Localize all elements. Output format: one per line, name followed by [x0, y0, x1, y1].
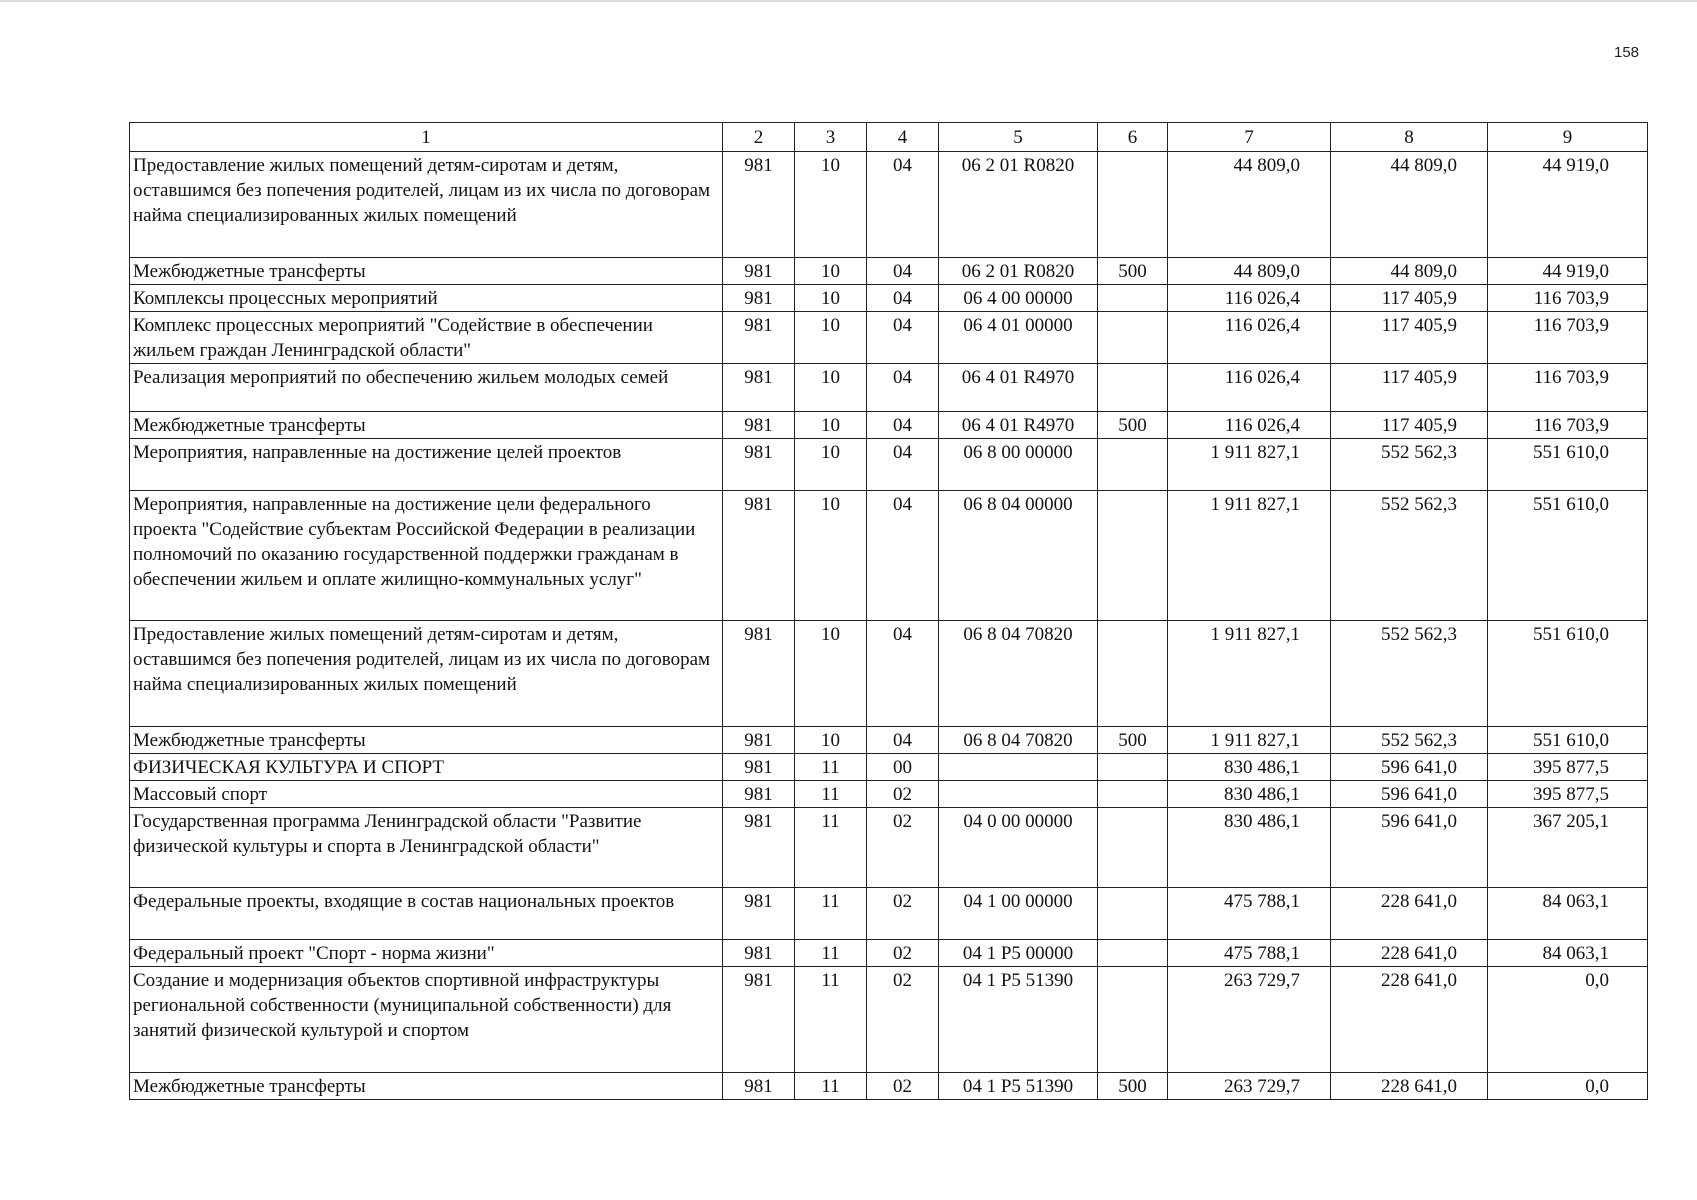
row-name-cell: ФИЗИЧЕСКАЯ КУЛЬТУРА И СПОРТ [130, 754, 723, 781]
col5-cell [939, 781, 1098, 808]
column-header: 1 [130, 123, 723, 152]
col9-cell: 395 877,5 [1488, 754, 1648, 781]
column-header: 4 [867, 123, 939, 152]
row-name-cell: Создание и модернизация объектов спортивной инфраструктуры региональной собственности (муниципальной собственности) для занятий физической культурой и спортом [130, 967, 723, 1073]
col5-cell: 06 8 00 00000 [939, 439, 1098, 491]
col5-cell: 06 2 01 R0820 [939, 258, 1098, 285]
col4-cell: 04 [867, 491, 939, 621]
col3-cell: 11 [795, 781, 867, 808]
col9-cell: 84 063,1 [1488, 888, 1648, 940]
col7-cell: 263 729,7 [1168, 1073, 1331, 1100]
col4-cell: 04 [867, 621, 939, 727]
col7-cell: 1 911 827,1 [1168, 621, 1331, 727]
col3-cell: 11 [795, 940, 867, 967]
col2-cell: 981 [723, 727, 795, 754]
col6-cell [1098, 439, 1168, 491]
col6-cell [1098, 621, 1168, 727]
table-row [130, 412, 1648, 439]
col5-cell: 06 8 04 70820 [939, 727, 1098, 754]
col2-cell: 981 [723, 364, 795, 412]
column-header: 3 [795, 123, 867, 152]
col6-cell [1098, 285, 1168, 312]
col6-cell [1098, 312, 1168, 364]
column-header: 2 [723, 123, 795, 152]
col5-cell: 06 8 04 00000 [939, 491, 1098, 621]
col5-cell [939, 754, 1098, 781]
col6-cell: 500 [1098, 258, 1168, 285]
col3-cell: 10 [795, 152, 867, 258]
col2-cell: 981 [723, 491, 795, 621]
column-header: 8 [1331, 123, 1488, 152]
col9-cell: 116 703,9 [1488, 312, 1648, 364]
col9-cell: 84 063,1 [1488, 940, 1648, 967]
row-name-cell: Межбюджетные трансферты [130, 412, 723, 439]
table-row [130, 621, 1648, 727]
col9-cell: 551 610,0 [1488, 727, 1648, 754]
col6-cell [1098, 940, 1168, 967]
col6-cell [1098, 152, 1168, 258]
row-name-cell: Комплексы процессных мероприятий [130, 285, 723, 312]
col4-cell: 02 [867, 967, 939, 1073]
row-name-cell: Государственная программа Ленинградской области "Развитие физической культуры и спорта в Ленинградской области" [130, 808, 723, 888]
col8-cell: 228 641,0 [1331, 888, 1488, 940]
col4-cell: 04 [867, 258, 939, 285]
col6-cell [1098, 364, 1168, 412]
col7-cell: 1 911 827,1 [1168, 491, 1331, 621]
col4-cell: 04 [867, 439, 939, 491]
col8-cell: 117 405,9 [1331, 312, 1488, 364]
col8-cell: 228 641,0 [1331, 940, 1488, 967]
col2-cell: 981 [723, 808, 795, 888]
col4-cell: 02 [867, 940, 939, 967]
col9-cell: 44 919,0 [1488, 152, 1648, 258]
table-row [130, 491, 1648, 621]
col8-cell: 44 809,0 [1331, 258, 1488, 285]
table-row [130, 258, 1648, 285]
col3-cell: 10 [795, 312, 867, 364]
row-name-cell: Федеральные проекты, входящие в состав национальных проектов [130, 888, 723, 940]
table-header-row [130, 123, 1648, 152]
col4-cell: 04 [867, 285, 939, 312]
col8-cell: 117 405,9 [1331, 412, 1488, 439]
col5-cell: 04 1 P5 00000 [939, 940, 1098, 967]
col8-cell: 596 641,0 [1331, 808, 1488, 888]
table-row [130, 727, 1648, 754]
col2-cell: 981 [723, 258, 795, 285]
col6-cell [1098, 888, 1168, 940]
col8-cell: 117 405,9 [1331, 364, 1488, 412]
col7-cell: 116 026,4 [1168, 312, 1331, 364]
col5-cell: 04 1 00 00000 [939, 888, 1098, 940]
col9-cell: 116 703,9 [1488, 285, 1648, 312]
col3-cell: 10 [795, 412, 867, 439]
col8-cell: 552 562,3 [1331, 621, 1488, 727]
col4-cell: 04 [867, 312, 939, 364]
col5-cell: 04 1 P5 51390 [939, 967, 1098, 1073]
col3-cell: 10 [795, 439, 867, 491]
col4-cell: 02 [867, 781, 939, 808]
col7-cell: 44 809,0 [1168, 152, 1331, 258]
col9-cell: 44 919,0 [1488, 258, 1648, 285]
col8-cell: 552 562,3 [1331, 439, 1488, 491]
column-header: 6 [1098, 123, 1168, 152]
col6-cell [1098, 754, 1168, 781]
col3-cell: 10 [795, 364, 867, 412]
col4-cell: 00 [867, 754, 939, 781]
row-name-cell: Предоставление жилых помещений детям-сиротам и детям, оставшимся без попечения родителей, лицам из их числа по договорам найма специализированных жилых помещений [130, 152, 723, 258]
col6-cell: 500 [1098, 1073, 1168, 1100]
col6-cell: 500 [1098, 727, 1168, 754]
table-body [130, 152, 1648, 1100]
table-row [130, 808, 1648, 888]
table-row [130, 940, 1648, 967]
col7-cell: 116 026,4 [1168, 364, 1331, 412]
col9-cell: 116 703,9 [1488, 412, 1648, 439]
row-name-cell: Предоставление жилых помещений детям-сиротам и детям, оставшимся без попечения родителей, лицам из их числа по договорам найма специализированных жилых помещений [130, 621, 723, 727]
col7-cell: 263 729,7 [1168, 967, 1331, 1073]
col4-cell: 04 [867, 412, 939, 439]
column-header: 7 [1168, 123, 1331, 152]
col3-cell: 11 [795, 808, 867, 888]
col8-cell: 228 641,0 [1331, 1073, 1488, 1100]
col9-cell: 551 610,0 [1488, 491, 1648, 621]
table-row [130, 312, 1648, 364]
table-row [130, 781, 1648, 808]
col8-cell: 44 809,0 [1331, 152, 1488, 258]
row-name-cell: Комплекс процессных мероприятий "Содействие в обеспечении жильем граждан Ленинградской области" [130, 312, 723, 364]
col4-cell: 04 [867, 364, 939, 412]
col8-cell: 117 405,9 [1331, 285, 1488, 312]
col2-cell: 981 [723, 888, 795, 940]
col7-cell: 830 486,1 [1168, 754, 1331, 781]
col5-cell: 04 1 P5 51390 [939, 1073, 1098, 1100]
col6-cell [1098, 491, 1168, 621]
col3-cell: 10 [795, 727, 867, 754]
col8-cell: 552 562,3 [1331, 491, 1488, 621]
col3-cell: 10 [795, 258, 867, 285]
col7-cell: 1 911 827,1 [1168, 439, 1331, 491]
col4-cell: 02 [867, 1073, 939, 1100]
col9-cell: 0,0 [1488, 967, 1648, 1073]
col3-cell: 11 [795, 754, 867, 781]
col3-cell: 11 [795, 967, 867, 1073]
col8-cell: 596 641,0 [1331, 781, 1488, 808]
col2-cell: 981 [723, 781, 795, 808]
row-name-cell: Массовый спорт [130, 781, 723, 808]
budget-table [129, 122, 1648, 1100]
col7-cell: 475 788,1 [1168, 940, 1331, 967]
col2-cell: 981 [723, 1073, 795, 1100]
table-row [130, 285, 1648, 312]
row-name-cell: Межбюджетные трансферты [130, 727, 723, 754]
page-number: 158 [1614, 44, 1640, 61]
col3-cell: 11 [795, 1073, 867, 1100]
col5-cell: 04 0 00 00000 [939, 808, 1098, 888]
col8-cell: 228 641,0 [1331, 967, 1488, 1073]
col7-cell: 116 026,4 [1168, 412, 1331, 439]
table-row [130, 754, 1648, 781]
col2-cell: 981 [723, 940, 795, 967]
col7-cell: 1 911 827,1 [1168, 727, 1331, 754]
col2-cell: 981 [723, 621, 795, 727]
col9-cell: 367 205,1 [1488, 808, 1648, 888]
col2-cell: 981 [723, 439, 795, 491]
col2-cell: 981 [723, 312, 795, 364]
col6-cell [1098, 967, 1168, 1073]
col2-cell: 981 [723, 967, 795, 1073]
row-name-cell: Реализация мероприятий по обеспечению жильем молодых семей [130, 364, 723, 412]
col5-cell: 06 4 01 00000 [939, 312, 1098, 364]
col3-cell: 10 [795, 621, 867, 727]
col7-cell: 44 809,0 [1168, 258, 1331, 285]
col4-cell: 04 [867, 727, 939, 754]
col5-cell: 06 4 01 R4970 [939, 364, 1098, 412]
col5-cell: 06 4 01 R4970 [939, 412, 1098, 439]
table-row [130, 888, 1648, 940]
col3-cell: 10 [795, 491, 867, 621]
row-name-cell: Межбюджетные трансферты [130, 258, 723, 285]
table-row [130, 967, 1648, 1073]
row-name-cell: Межбюджетные трансферты [130, 1073, 723, 1100]
col9-cell: 551 610,0 [1488, 621, 1648, 727]
col9-cell: 0,0 [1488, 1073, 1648, 1100]
row-name-cell: Мероприятия, направленные на достижение целей проектов [130, 439, 723, 491]
col6-cell [1098, 781, 1168, 808]
table-row [130, 152, 1648, 258]
table-row [130, 364, 1648, 412]
table-row [130, 1073, 1648, 1100]
col2-cell: 981 [723, 754, 795, 781]
col7-cell: 830 486,1 [1168, 781, 1331, 808]
col4-cell: 02 [867, 888, 939, 940]
col6-cell: 500 [1098, 412, 1168, 439]
table-row [130, 439, 1648, 491]
col4-cell: 04 [867, 152, 939, 258]
col2-cell: 981 [723, 412, 795, 439]
col7-cell: 475 788,1 [1168, 888, 1331, 940]
col5-cell: 06 8 04 70820 [939, 621, 1098, 727]
col5-cell: 06 4 00 00000 [939, 285, 1098, 312]
col9-cell: 551 610,0 [1488, 439, 1648, 491]
col8-cell: 596 641,0 [1331, 754, 1488, 781]
scan-edge-line [0, 0, 1697, 2]
col9-cell: 116 703,9 [1488, 364, 1648, 412]
col2-cell: 981 [723, 285, 795, 312]
col5-cell: 06 2 01 R0820 [939, 152, 1098, 258]
col4-cell: 02 [867, 808, 939, 888]
col3-cell: 11 [795, 888, 867, 940]
col7-cell: 116 026,4 [1168, 285, 1331, 312]
col2-cell: 981 [723, 152, 795, 258]
col6-cell [1098, 808, 1168, 888]
row-name-cell: Мероприятия, направленные на достижение цели федерального проекта "Содействие субъектам Российской Федерации в реализации полномочий по оказанию государственной поддержки гражданам в обеспечении жильем и оплате жилищно-коммунальных услуг" [130, 491, 723, 621]
row-name-cell: Федеральный проект "Спорт - норма жизни" [130, 940, 723, 967]
col3-cell: 10 [795, 285, 867, 312]
col9-cell: 395 877,5 [1488, 781, 1648, 808]
column-header: 9 [1488, 123, 1648, 152]
col8-cell: 552 562,3 [1331, 727, 1488, 754]
column-header: 5 [939, 123, 1098, 152]
col7-cell: 830 486,1 [1168, 808, 1331, 888]
